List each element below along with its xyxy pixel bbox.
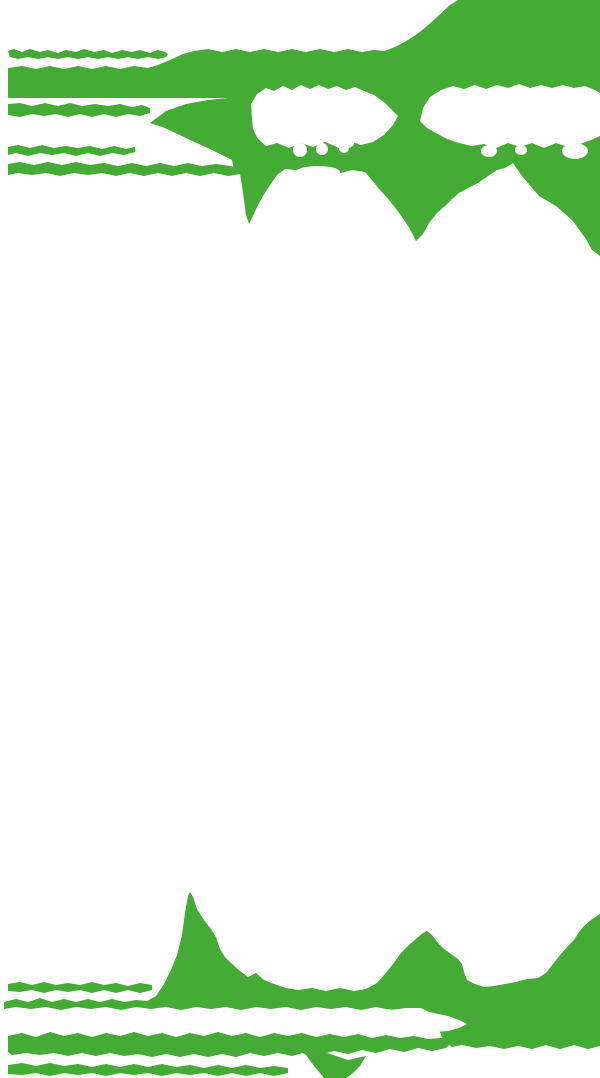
bottom-text-line-2 <box>8 1063 288 1076</box>
banner-white-textblock-right <box>420 84 600 148</box>
bottom-text-line-1 <box>8 982 152 993</box>
banner-left-descender-dot-2 <box>316 143 328 155</box>
banner-right-descender-dot-2 <box>515 145 527 155</box>
top-text-line-3 <box>8 145 135 156</box>
bottom-heading-line <box>8 1032 452 1057</box>
banner-small-white-bump <box>296 166 340 178</box>
banner-right-descender-dot-3 <box>562 143 588 159</box>
top-text-line-2 <box>8 103 150 117</box>
banner-left-descender-dot-1 <box>293 143 307 157</box>
top-text-line-4 <box>8 162 240 176</box>
banner-right-descender-dot-1 <box>481 145 497 157</box>
top-text-line-1 <box>8 49 168 59</box>
